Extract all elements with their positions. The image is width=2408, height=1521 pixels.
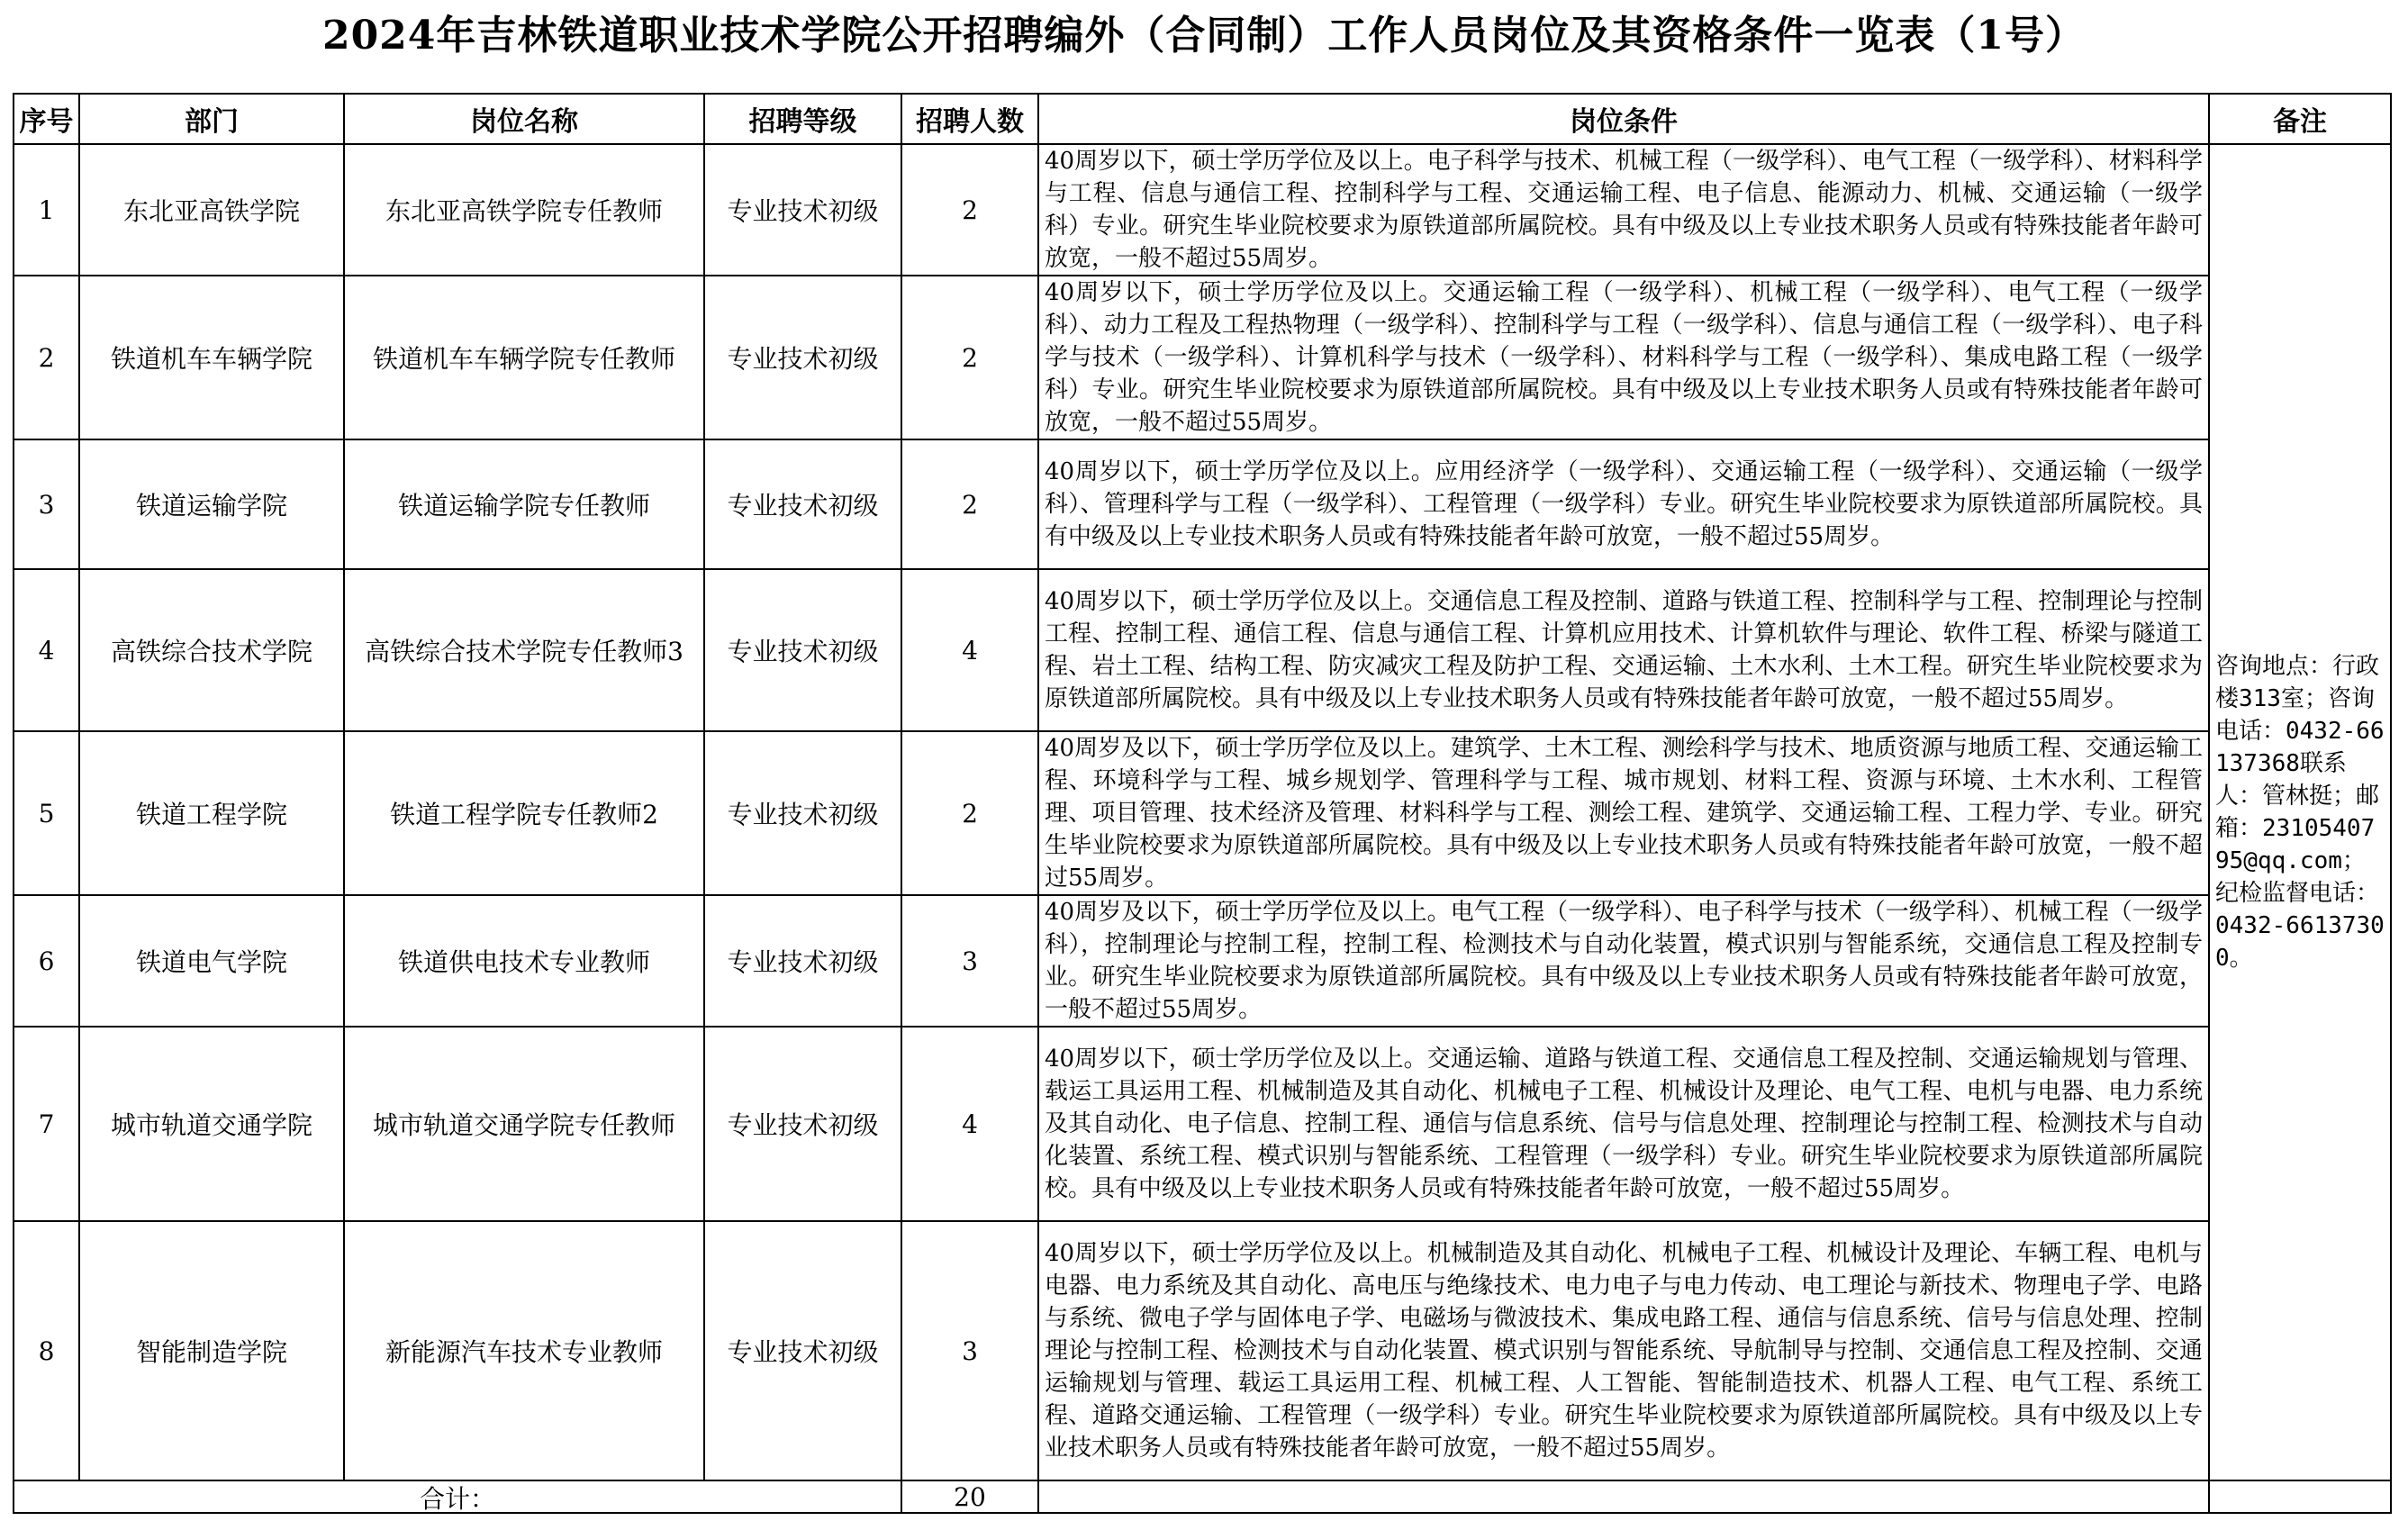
- total-row: [14, 1480, 2391, 1513]
- row-post: 铁道机车车辆学院专任教师: [344, 276, 704, 439]
- row-post: 铁道工程学院专任教师2: [344, 731, 704, 895]
- row-conditions: 40周岁以下，硕士学历学位及以上。机械制造及其自动化、机械电子工程、机械设计及理论、车辆工程、电机与电器、电力系统及其自动化、高电压与绝缘技术、电力电子与电力传动、电工理论与新技术、物理电子学、电路与系统、微电子学与固体电子学、电磁场与微波技术、集成电路工程、通信与信息系统、信号与信息处理、控制理论与控制工程、检测技术与自动化装置、模式识别与智能系统、导航制导与控制、交通信息工程及控制、交通运输规划与管理、载运工具运用工程、机械工程、人工智能、智能制造技术、机器人工程、电气工程、系统工程、道路交通运输、工程管理（一级学科）专业。研究生毕业院校要求为原铁道部所属院校。具有中级及以上专业技术职务人员或有特殊技能者年龄可放宽，一般不超过55周岁。: [1038, 1221, 2209, 1480]
- row-dept: 铁道电气学院: [79, 895, 344, 1027]
- header-remarks: 备注: [2209, 94, 2391, 144]
- row-count: 2: [901, 276, 1038, 439]
- row-no: 3: [14, 439, 79, 569]
- row-dept: 高铁综合技术学院: [79, 569, 344, 731]
- row-conditions: 40周岁以下，硕士学历学位及以上。交通信息工程及控制、道路与铁道工程、控制科学与工程、控制理论与控制工程、控制工程、通信工程、信息与通信工程、计算机应用技术、计算机软件与理论、软件工程、桥梁与隧道工程、岩土工程、结构工程、防灾减灾工程及防护工程、交通运输、土木水利、土木工程。研究生毕业院校要求为原铁道部所属院校。具有中级及以上专业技术职务人员或有特殊技能者年龄可放宽，一般不超过55周岁。: [1038, 569, 2209, 731]
- header-conditions: 岗位条件: [1038, 94, 2209, 144]
- row-post: 铁道运输学院专任教师: [344, 439, 704, 569]
- table-row: [14, 731, 2391, 895]
- row-post: 东北亚高铁学院专任教师: [344, 144, 704, 276]
- total-empty-cell: [1038, 1480, 2209, 1513]
- row-post: 铁道供电技术专业教师: [344, 895, 704, 1027]
- table-row: [14, 1027, 2391, 1221]
- table-row: [14, 144, 2391, 276]
- row-level: 专业技术初级: [704, 276, 901, 439]
- total-value: 20: [901, 1480, 1038, 1513]
- header-count: 招聘人数: [901, 94, 1038, 144]
- row-count: 2: [901, 731, 1038, 895]
- row-no: 6: [14, 895, 79, 1027]
- row-dept: 东北亚高铁学院: [79, 144, 344, 276]
- row-conditions: 40周岁以下，硕士学历学位及以上。交通运输、道路与铁道工程、交通信息工程及控制、交通运输规划与管理、载运工具运用工程、机械制造及其自动化、机械电子工程、机械设计及理论、电气工程、电机与电器、电力系统及其自动化、电子信息、控制工程、通信与信息系统、信号与信息处理、控制理论与控制工程、检测技术与自动化装置、系统工程、模式识别与智能系统、工程管理（一级学科）专业。研究生毕业院校要求为原铁道部所属院校。具有中级及以上专业技术职务人员或有特殊技能者年龄可放宽，一般不超过55周岁。: [1038, 1027, 2209, 1221]
- positions-table: [13, 93, 2392, 1514]
- header-dept: 部门: [79, 94, 344, 144]
- row-dept: 铁道运输学院: [79, 439, 344, 569]
- remarks-cell: 咨询地点：行政楼313室；咨询电话：0432-66137368联系人：管林挺；邮箱：2310540795@qq.com；纪检监督电话：0432-66137300。: [2209, 144, 2391, 1480]
- header-post: 岗位名称: [344, 94, 704, 144]
- row-no: 2: [14, 276, 79, 439]
- row-count: 2: [901, 439, 1038, 569]
- row-no: 7: [14, 1027, 79, 1221]
- row-dept: 铁道工程学院: [79, 731, 344, 895]
- row-count: 4: [901, 1027, 1038, 1221]
- table-row: [14, 895, 2391, 1027]
- row-no: 4: [14, 569, 79, 731]
- row-no: 5: [14, 731, 79, 895]
- table-row: [14, 569, 2391, 731]
- table-row: [14, 439, 2391, 569]
- row-level: 专业技术初级: [704, 569, 901, 731]
- row-post: 城市轨道交通学院专任教师: [344, 1027, 704, 1221]
- row-conditions: 40周岁及以下，硕士学历学位及以上。建筑学、土木工程、测绘科学与技术、地质资源与地质工程、交通运输工程、环境科学与工程、城乡规划学、管理科学与工程、城市规划、材料工程、资源与环境、土木水利、工程管理、项目管理、技术经济及管理、材料科学与工程、测绘工程、建筑学、交通运输工程、工程力学、专业。研究生毕业院校要求为原铁道部所属院校。具有中级及以上专业技术职务人员或有特殊技能者年龄可放宽，一般不超过55周岁。: [1038, 731, 2209, 895]
- row-level: 专业技术初级: [704, 1027, 901, 1221]
- row-count: 3: [901, 1221, 1038, 1480]
- table-row: [14, 276, 2391, 439]
- table-row: [14, 1221, 2391, 1480]
- page-title: 2024年吉林铁道职业技术学院公开招聘编外（合同制）工作人员岗位及其资格条件一览表（1号）: [321, 13, 2087, 59]
- row-no: 1: [14, 144, 79, 276]
- total-label: 合计：: [14, 1480, 901, 1513]
- row-dept: 铁道机车车辆学院: [79, 276, 344, 439]
- row-level: 专业技术初级: [704, 144, 901, 276]
- row-dept: 智能制造学院: [79, 1221, 344, 1480]
- row-count: 4: [901, 569, 1038, 731]
- row-level: 专业技术初级: [704, 895, 901, 1027]
- row-conditions: 40周岁以下，硕士学历学位及以上。交通运输工程（一级学科）、机械工程（一级学科）、电气工程（一级学科）、动力工程及工程热物理（一级学科）、控制科学与工程（一级学科）、信息与通信工程（一级学科）、电子科学与技术（一级学科）、计算机科学与技术（一级学科）、材料科学与工程（一级学科）、集成电路工程（一级学科）专业。研究生毕业院校要求为原铁道部所属院校。具有中级及以上专业技术职务人员或有特殊技能者年龄可放宽，一般不超过55周岁。: [1038, 276, 2209, 439]
- row-post: 高铁综合技术学院专任教师3: [344, 569, 704, 731]
- header-no: 序号: [14, 94, 79, 144]
- row-conditions: 40周岁及以下，硕士学历学位及以上。电气工程（一级学科）、电子科学与技术（一级学科）、机械工程（一级学科），控制理论与控制工程，控制工程、检测技术与自动化装置，模式识别与智能系统，交通信息工程及控制专业。研究生毕业院校要求为原铁道部所属院校。具有中级及以上专业技术职务人员或有特殊技能者年龄可放宽，一般不超过55周岁。: [1038, 895, 2209, 1027]
- row-post: 新能源汽车技术专业教师: [344, 1221, 704, 1480]
- row-conditions: 40周岁以下，硕士学历学位及以上。应用经济学（一级学科）、交通运输工程（一级学科）、交通运输（一级学科）、管理科学与工程（一级学科）、工程管理（一级学科）专业。研究生毕业院校要求为原铁道部所属院校。具有中级及以上专业技术职务人员或有特殊技能者年龄可放宽，一般不超过55周岁。: [1038, 439, 2209, 569]
- total-empty-remarks: [2209, 1480, 2391, 1513]
- row-count: 3: [901, 895, 1038, 1027]
- row-no: 8: [14, 1221, 79, 1480]
- row-dept: 城市轨道交通学院: [79, 1027, 344, 1221]
- row-level: 专业技术初级: [704, 1221, 901, 1480]
- row-level: 专业技术初级: [704, 439, 901, 569]
- row-level: 专业技术初级: [704, 731, 901, 895]
- row-count: 2: [901, 144, 1038, 276]
- row-conditions: 40周岁以下，硕士学历学位及以上。电子科学与技术、机械工程（一级学科）、电气工程（一级学科）、材料科学与工程、信息与通信工程、控制科学与工程、交通运输工程、电子信息、能源动力、机械、交通运输（一级学科）专业。研究生毕业院校要求为原铁道部所属院校。具有中级及以上专业技术职务人员或有特殊技能者年龄可放宽，一般不超过55周岁。: [1038, 144, 2209, 276]
- header-level: 招聘等级: [704, 94, 901, 144]
- table-header-row: [14, 94, 2391, 144]
